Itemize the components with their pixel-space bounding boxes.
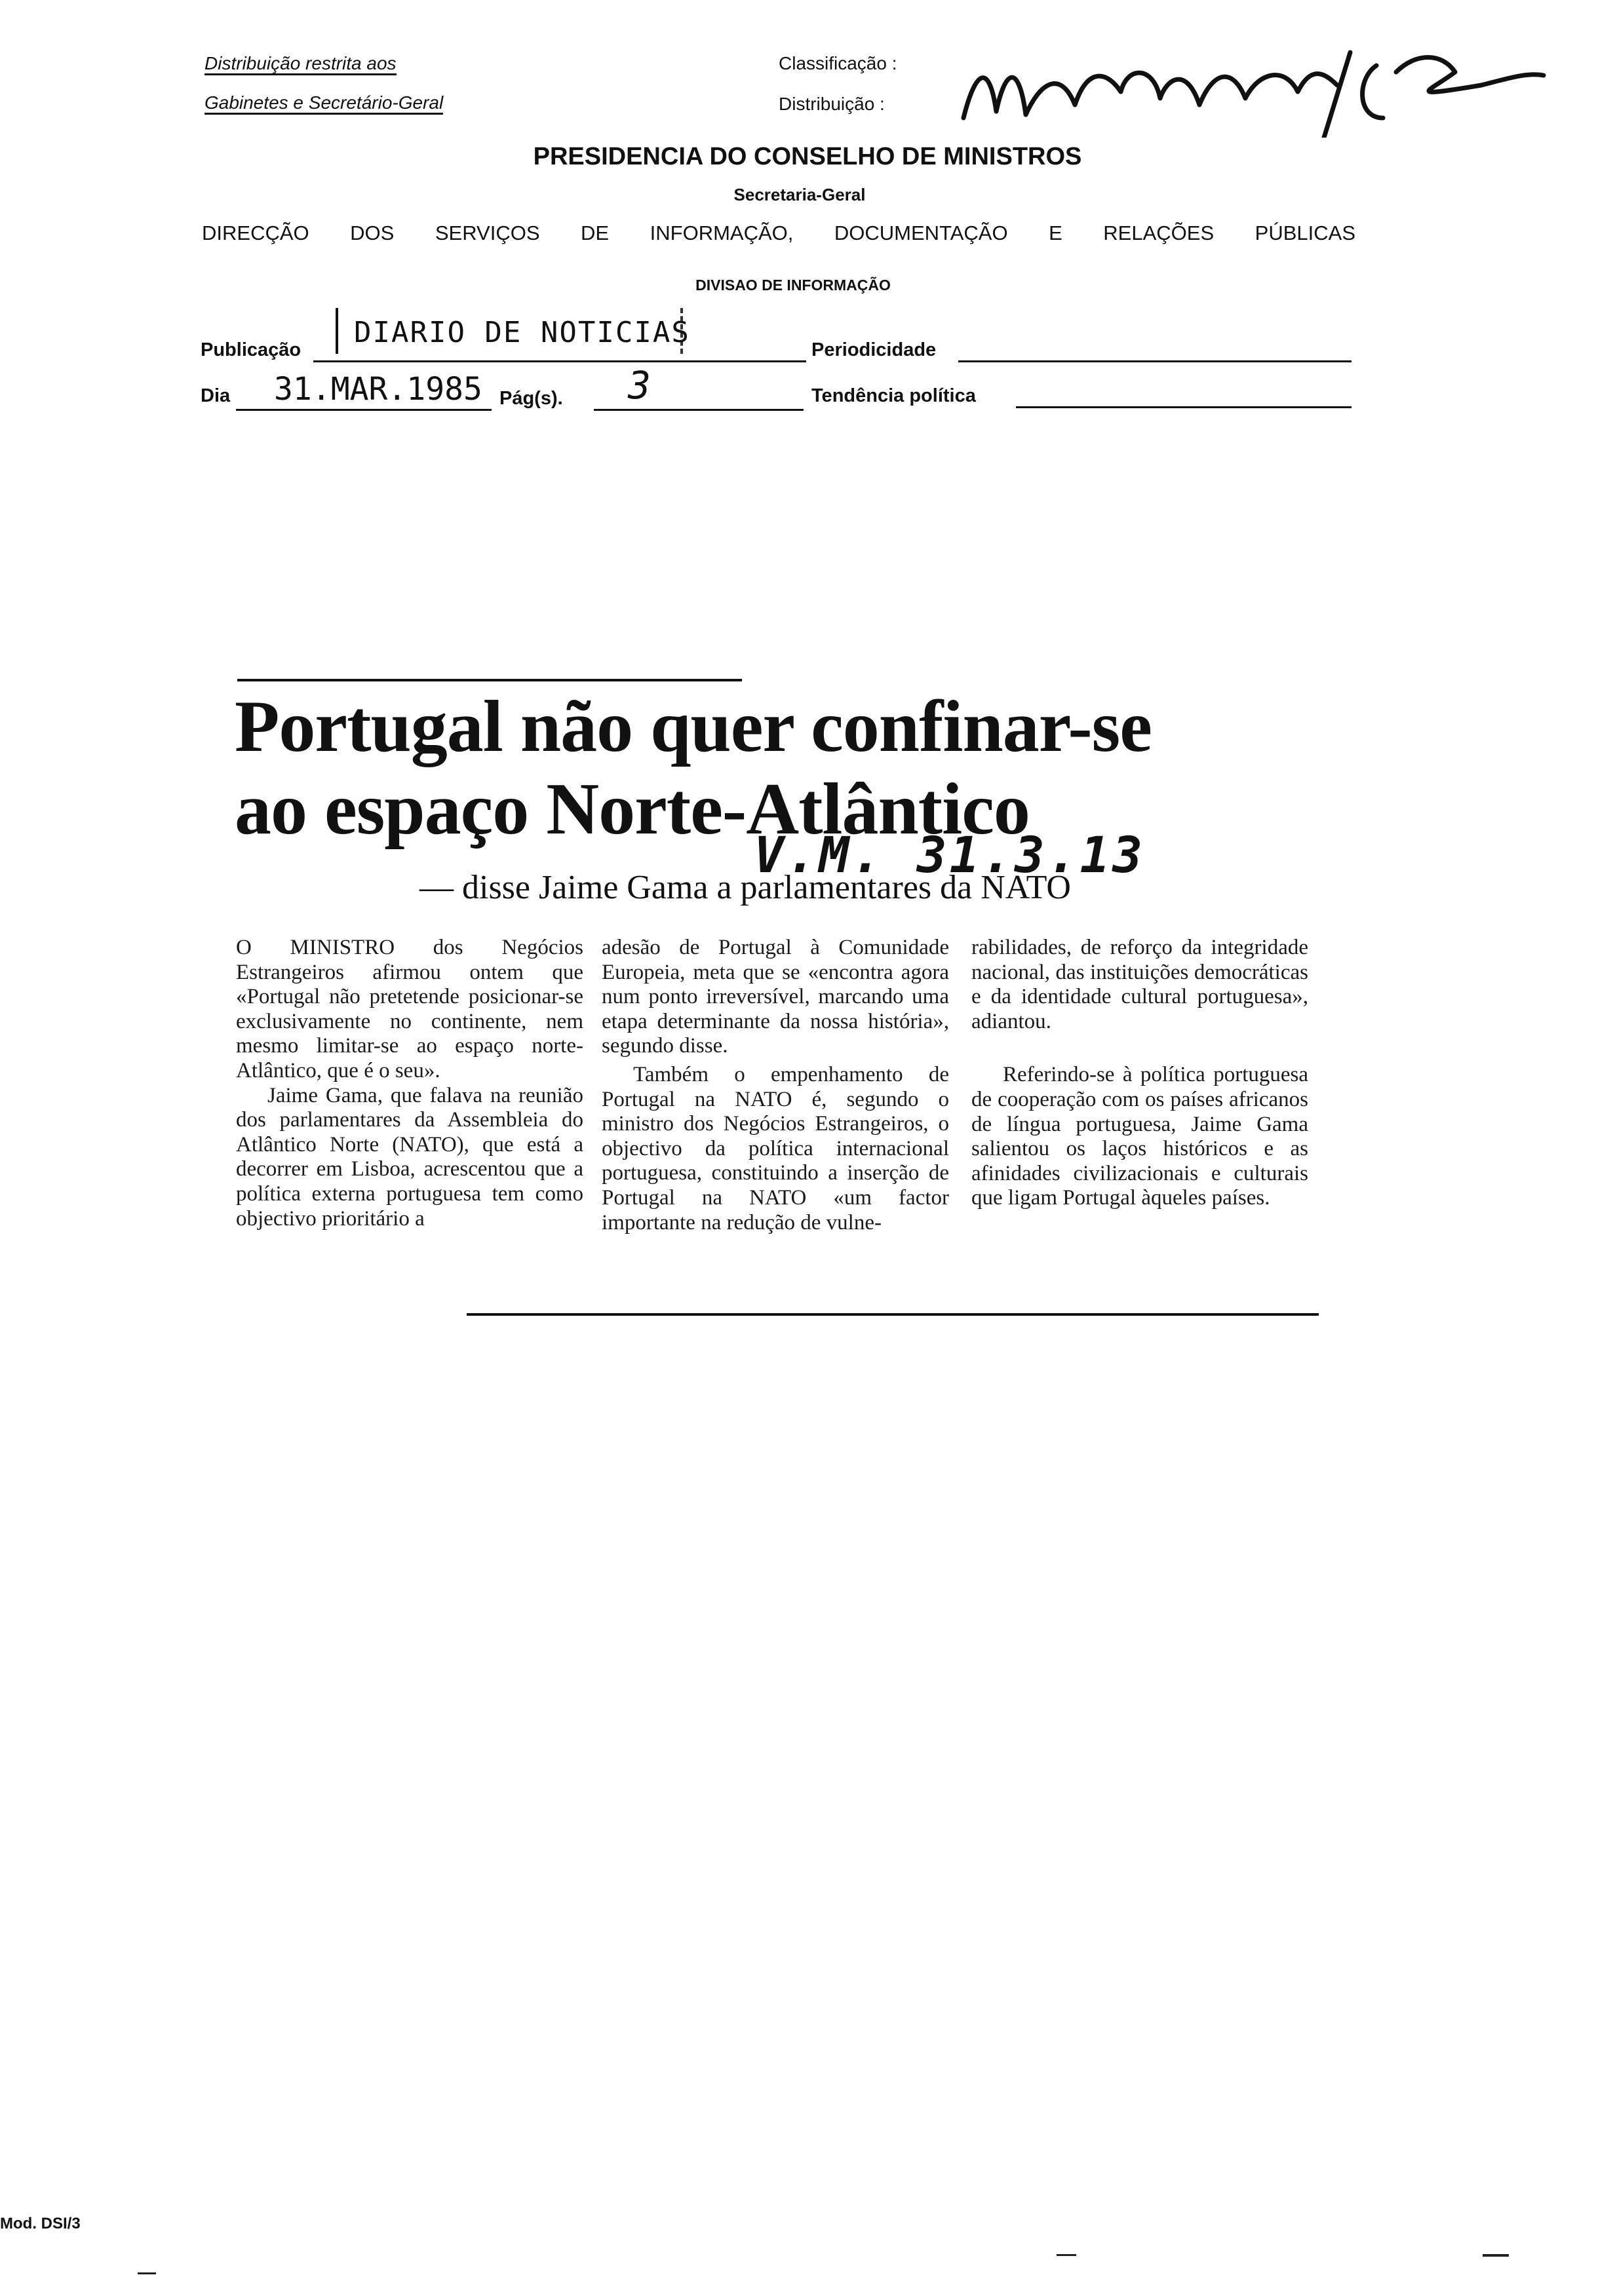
article-paragraph: rabilidades, de reforço da integridade nacional, das instituições democráticas e da identidade cultural portuguesa», adiantou.: [971, 936, 1308, 1033]
distribution-line-2: Gabinetes e Secretário-Geral: [204, 92, 443, 115]
scan-speck: [1057, 2254, 1076, 2256]
scan-speck: [1483, 2254, 1509, 2257]
publication-label: Publicação: [201, 339, 302, 360]
org-subtitle: Secretaria-Geral: [733, 185, 866, 204]
article-paragraph: Jaime Gama, que falava na reunião dos parlamentares da Assembleia do Atlântico Norte (NATO), que está a decorrer em Lisboa, acrescentou que a política externa portuguesa tem como objectivo prioritário a: [236, 1083, 583, 1231]
article-column-2: [602, 936, 949, 1235]
article-column-1: [236, 936, 583, 1231]
publication-value: DIARIO DE NOTICIAS: [354, 316, 690, 349]
headline-rule: [237, 679, 742, 681]
publication-underline: [313, 360, 806, 362]
day-label: Dia: [201, 385, 231, 406]
tendency-underline: [1016, 406, 1352, 408]
distribution-line-1: Distribuição restrita aos: [204, 53, 397, 75]
article-paragraph: O MINISTRO dos Negócios Estrangeiros afirmou ontem que «Portugal não pretetende posicionar-se exclusivamente no continente, nem mesmo limitar-se ao espaço norte-Atlântico, que é o seu».: [236, 936, 583, 1082]
form-code: Mod. DSI/3: [0, 2215, 81, 2232]
distribution-label: Distribuição :: [779, 94, 885, 114]
periodicity-underline: [958, 360, 1352, 362]
periodicity-label: Periodicidade: [811, 339, 937, 360]
article-subheadline: — disse Jaime Gama a parlamentares da NATO: [419, 869, 1071, 906]
directorate-title: DIRECÇÃO DOS SERVIÇOS DE INFORMAÇÃO, DOCUMENTAÇÃO E RELAÇÕES PÚBLICAS: [202, 221, 1355, 244]
article-paragraph: adesão de Portugal à Comunidade Europeia, meta que se «encontra agora num ponto irreversível, marcando uma etapa determinante da nossa história», segundo disse.: [602, 936, 949, 1058]
day-value: 31.MAR.1985: [274, 371, 482, 408]
article-paragraph: Referindo-se à política portuguesa de cooperação com os países africanos de língua portuguesa, Jaime Gama salientou os laços históricos e as afinidades civilizacionais e culturais que ligam Portugal àqueles países.: [971, 1063, 1308, 1210]
distribution-restricted: [204, 52, 397, 75]
handwritten-signature: [957, 26, 1547, 138]
pages-value: 3: [628, 363, 651, 408]
distribution-recipients: [204, 92, 443, 114]
org-title: PRESIDENCIA DO CONSELHO DE MINISTROS: [533, 143, 1082, 170]
article-column-3: [971, 936, 1308, 1211]
article-headline-line-2: ao espaço Norte-Atlântico: [235, 769, 1030, 850]
division-title: DIVISAO DE INFORMAÇÃO: [695, 277, 891, 294]
article-bottom-rule: [467, 1313, 1319, 1316]
article-headline-line-1: Portugal não quer confinar-se: [235, 686, 1152, 767]
handwritten-annotation: V.M. 31.3.13: [754, 826, 1146, 884]
pages-underline: [594, 409, 804, 411]
pages-label: Pág(s).: [499, 388, 563, 409]
tendency-label: Tendência política: [811, 385, 976, 406]
classification-label: Classificação :: [779, 53, 897, 73]
scan-speck: [138, 2272, 156, 2274]
article-paragraph: Também o empenhamento de Portugal na NATO é, segundo o ministro dos Negócios Estrangeiros, o objectivo da política internacional portuguesa, constituindo a inserção de Portugal na NATO «um factor importante na redução de vulne-: [602, 1062, 949, 1234]
day-underline: [236, 409, 492, 411]
